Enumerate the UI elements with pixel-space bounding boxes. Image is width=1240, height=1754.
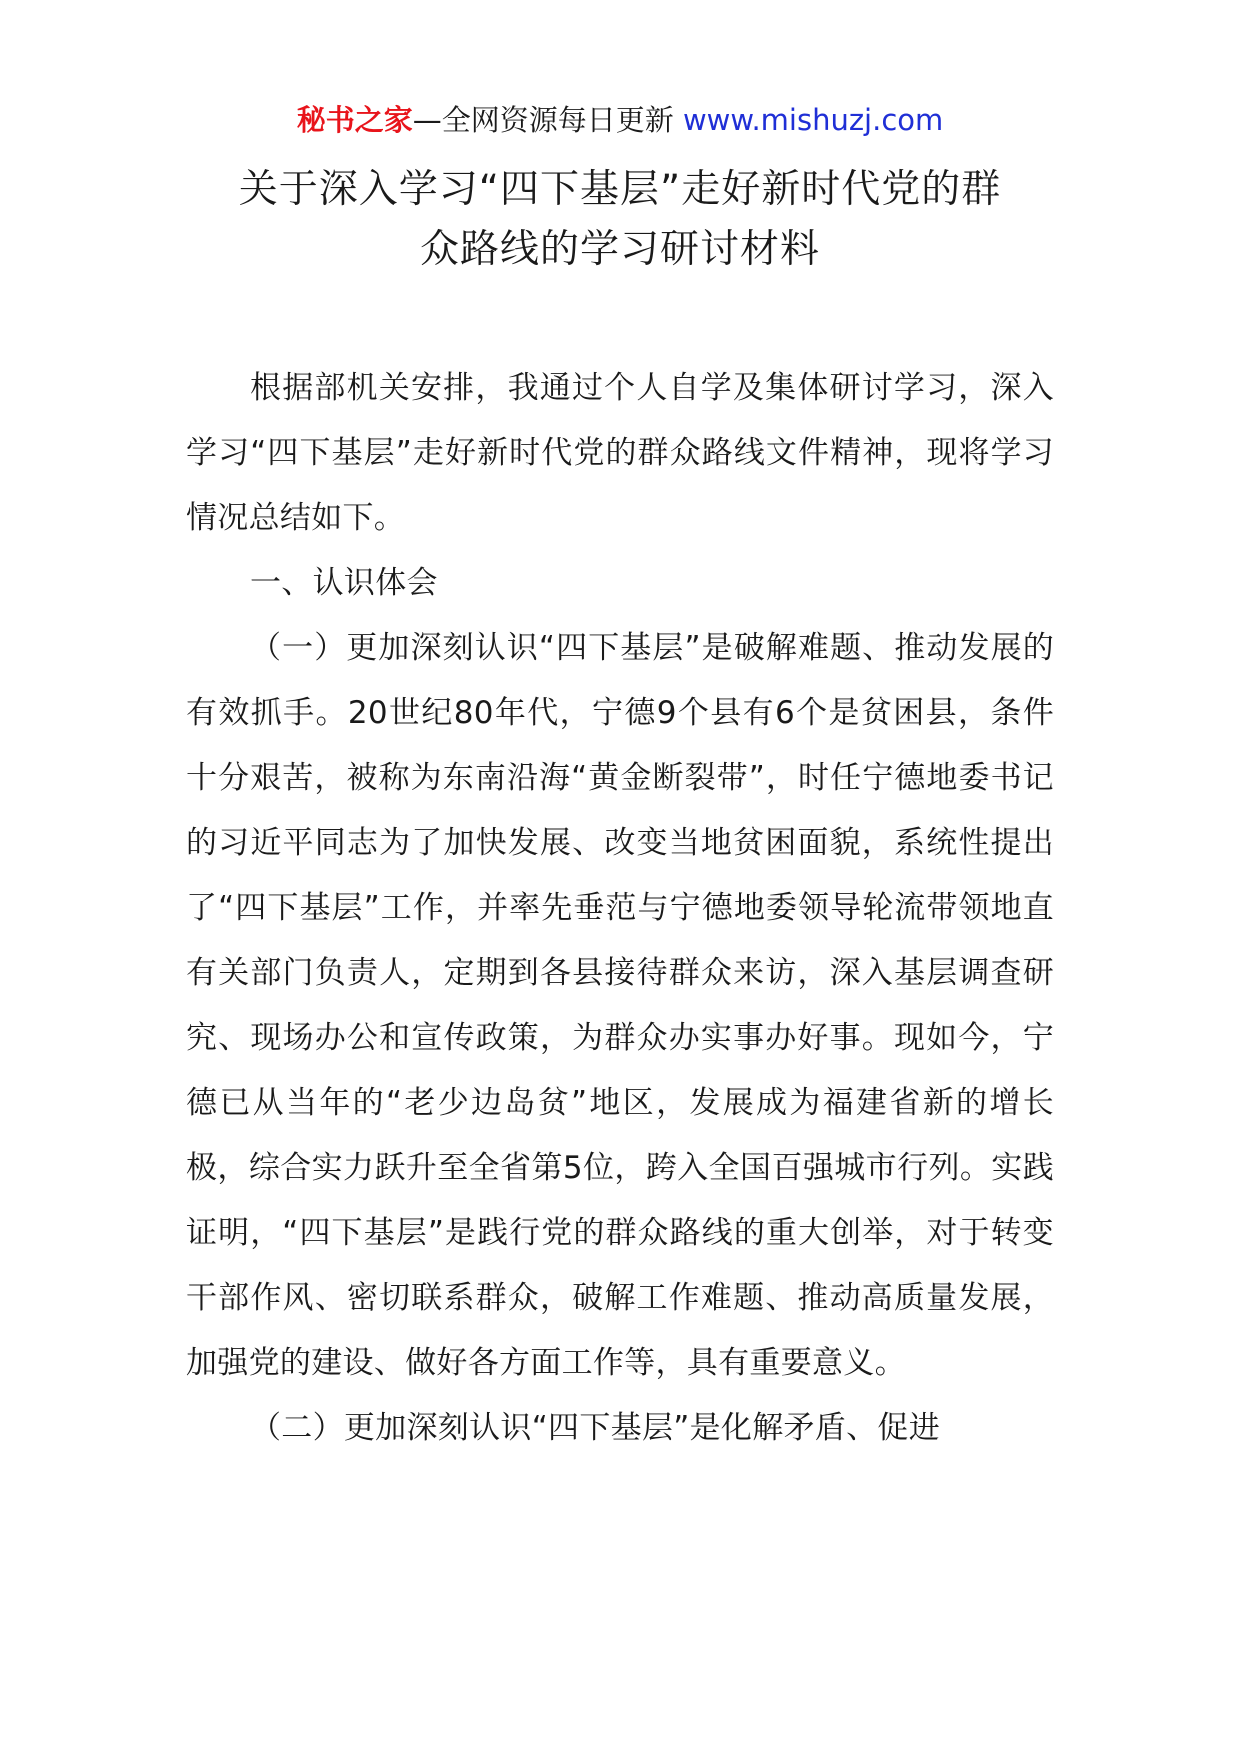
document-body xyxy=(186,356,1054,1461)
point-two-paragraph: （二）更加深刻认识“四下基层”是化解矛盾、促进 xyxy=(250,1410,941,1446)
document-title xyxy=(170,160,1070,280)
site-url-link[interactable]: www.mishuzj.com xyxy=(682,103,944,137)
point-one-paragraph: （一）更加深刻认识“四下基层”是破解难题、推动发展的有效抓手。20世纪80年代，宁德9个县有6个是贫困县，条件十分艰苦，被称为东南沿海“黄金断裂带”，时任宁德地委书记的习近平同志为了加快发展、改变当地贫困面貌，系统性提出了“四下基层”工作，并率先垂范与宁德地委领导轮流带领地直有关部门负责人，定期到各县接待群众来访，深入基层调查研究、现场办公和宣传政策，为群众办实事办好事。现如今，宁德已从当年的“老少边岛贫”地区，发展成为福建省新的增长极，综合实力跃升至全省第5位，跨入全国百强城市行列。实践证明，“四下基层”是践行党的群众路线的重大创举，对于转变干部作风、密切联系群众，破解工作难题、推动高质量发展，加强党的建设、做好各方面工作等，具有重要意义。 xyxy=(186,630,1054,1381)
title-line-2: 众路线的学习研讨材料 xyxy=(419,227,820,272)
header-tagline: —全网资源每日更新 xyxy=(412,103,683,137)
watermark-header xyxy=(0,100,1240,140)
title-line-1: 关于深入学习“四下基层”走好新时代党的群 xyxy=(238,167,1002,212)
section-heading: 一、认识体会 xyxy=(250,565,438,601)
intro-paragraph: 根据部机关安排，我通过个人自学及集体研讨学习，深入学习“四下基层”走好新时代党的群众路线文件精神，现将学习情况总结如下。 xyxy=(186,370,1054,536)
brand-name: 秘书之家 xyxy=(296,103,413,137)
